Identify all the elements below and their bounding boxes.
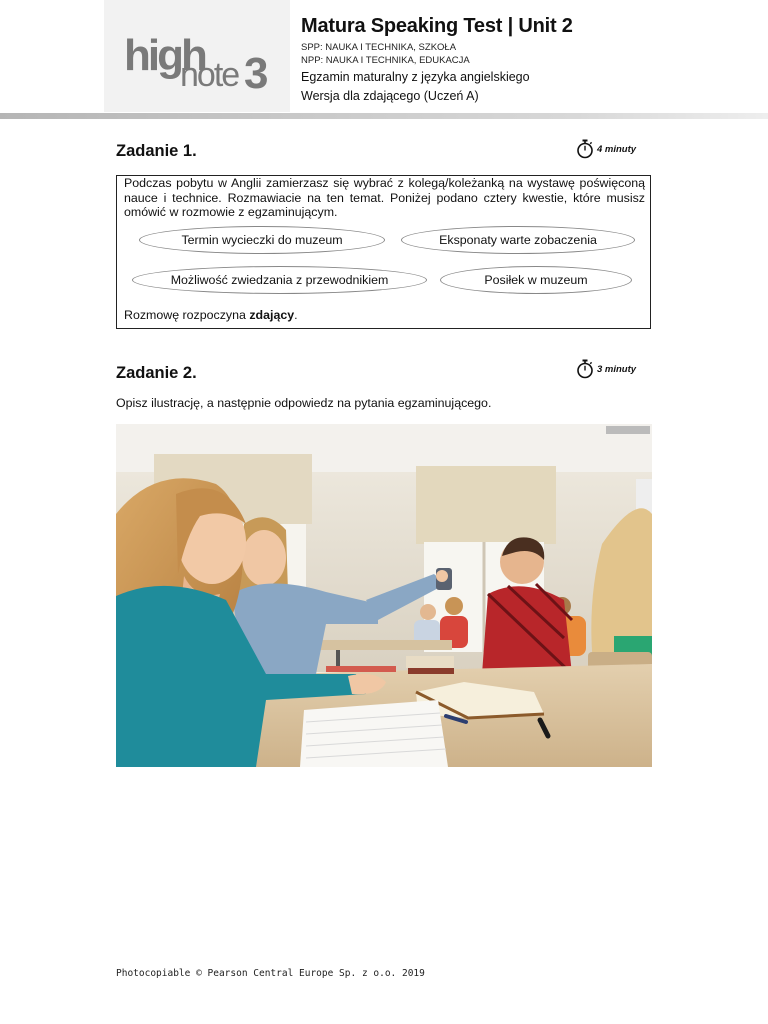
task1-closing: [124, 308, 298, 322]
closing-bold: zdający: [249, 308, 295, 322]
task1-timer: [576, 139, 636, 159]
task2-time: 3 minuty: [597, 363, 637, 375]
logo-graphic: [104, 0, 290, 112]
exam-name: Egzamin maturalny z języka angielskiego: [301, 70, 530, 84]
task2-instruction: Opisz ilustrację, a następnie odpowiedz na pytania egzaminującego.: [116, 396, 492, 410]
classroom-illustration: [116, 424, 652, 767]
stopwatch-icon: [576, 139, 594, 159]
task1-box: [116, 175, 651, 329]
stopwatch-icon: [576, 359, 594, 379]
talking-point-4: Posiłek w muzeum: [440, 266, 632, 294]
talking-point-1: Termin wycieczki do muzeum: [139, 226, 385, 254]
closing-text: Rozmowę rozpoczyna: [124, 308, 250, 322]
page-header: [0, 0, 768, 114]
task2-timer: [576, 359, 636, 379]
classroom-photo: [116, 424, 652, 767]
logo-text-note: note: [180, 56, 239, 94]
test-title: Matura Speaking Test | Unit 2: [301, 15, 573, 37]
logo-text-high: high: [124, 31, 205, 80]
high-note-logo: [104, 0, 290, 112]
talking-point-3: Możliwość zwiedzania z przewodnikiem: [132, 266, 427, 294]
copyright-footer: Photocopiable © Pearson Central Europe Sp. z o.o. 2019: [116, 968, 425, 979]
exam-version: Wersja dla zdającego (Uczeń A): [301, 89, 479, 103]
logo-number: 3: [244, 49, 269, 98]
npp-topic: NPP: NAUKA I TECHNIKA, EDUKACJA: [301, 55, 470, 66]
task1-instructions: Podczas pobytu w Anglii zamierzasz się wybrać z kolegą/koleżanką na wystawę poświęconą nauce i technice. Rozmawiacie na ten temat. Poniżej podano cztery kwestie, które musisz omówić w rozmowie z egzaminującym.: [124, 176, 645, 219]
talking-point-2: Eksponaty warte zobaczenia: [401, 226, 635, 254]
spp-topic: SPP: NAUKA I TECHNIKA, SZKOŁA: [301, 42, 457, 53]
task1-title: Zadanie 1.: [116, 142, 197, 160]
header-divider: [0, 113, 768, 119]
closing-period: .: [294, 308, 298, 322]
task1-time: 4 minuty: [597, 143, 637, 155]
task2-title: Zadanie 2.: [116, 364, 197, 382]
